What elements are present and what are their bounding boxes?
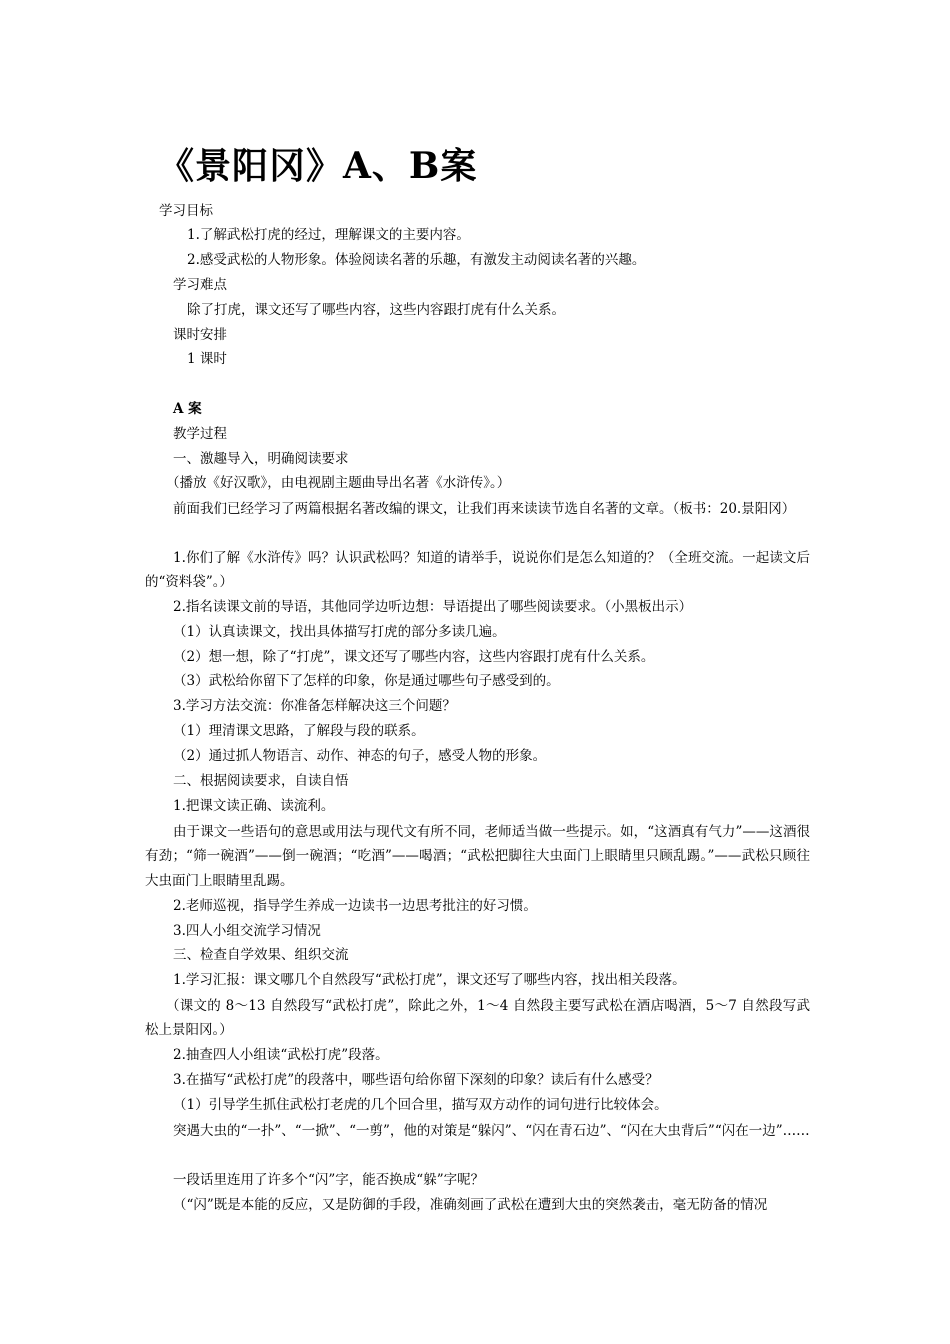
paragraph: 2.抽查四人小组读“武松打虎”段落。	[173, 1047, 389, 1063]
method-item-2: （2）通过抓人物语言、动作、神态的句子，感受人物的形象。	[173, 748, 547, 764]
paragraph: 前面我们已经学习了两篇根据名著改编的课文，让我们再来读读节选自名著的文章。（板书：20.景阳冈）	[173, 501, 796, 517]
method-item-1: （1）理清课文思路，了解段与段的联系。	[173, 723, 425, 739]
paragraph: 突遇大虫的“一扑”、“一掀”、“一剪”，他的对策是“躲闪”、“闪在青石边”、“闪在大虫背后”“闪在一边”……	[173, 1123, 810, 1139]
requirement-item-1: （1）认真读课文，找出具体描写打虎的部分多读几遍。	[173, 624, 506, 640]
schedule-heading: 课时安排	[173, 327, 227, 343]
process-heading: 教学过程	[173, 426, 227, 442]
paragraph: 3.四人小组交流学习情况	[173, 923, 321, 939]
difficulty-text: 除了打虎，课文还写了哪些内容，这些内容跟打虎有什么关系。	[187, 302, 565, 318]
paragraph: （“闪”既是本能的反应，又是防御的手段，准确刻画了武松在遭到大虫的突然袭击，毫无防备的情况	[173, 1197, 768, 1213]
plan-a-heading: A 案	[173, 401, 202, 417]
requirement-item-3: （3）武松给你留下了怎样的印象，你是通过哪些句子感受到的。	[173, 673, 560, 689]
paragraph: 2.指名读课文前的导语，其他同学边听边想：导语提出了哪些阅读要求。（小黑板出示）	[173, 599, 693, 615]
paragraph: 1.你们了解《水浒传》吗？认识武松吗？知道的请举手，说说你们是怎么知道的？（全班交流。一起读文后的“资料袋”。）	[145, 550, 810, 591]
paragraph: （1）引导学生抓住武松打老虎的几个回合里，描写双方动作的词句进行比较体会。	[173, 1097, 668, 1113]
paragraph: 1.学习汇报：课文哪几个自然段写“武松打虎”，课文还写了哪些内容，找出相关段落。	[173, 972, 686, 988]
schedule-text: 1 课时	[187, 351, 227, 367]
paragraph: （课文的 8～13 自然段写“武松打虎”，除此之外，1～4 自然段主要写武松在酒店喝酒，5～7 自然段写武松上景阳冈。）	[145, 998, 810, 1039]
objective-item-2: 2.感受武松的人物形象。体验阅读名著的乐趣，有激发主动阅读名著的兴趣。	[187, 252, 646, 268]
paragraph: 1.把课文读正确、读流利。	[173, 798, 335, 814]
paragraph: 3.学习方法交流：你准备怎样解决这三个问题？	[173, 698, 456, 714]
paragraph: 3.在描写“武松打虎”的段落中，哪些语句给你留下深刻的印象？读后有什么感受？	[173, 1072, 659, 1088]
objectives-heading: 学习目标	[159, 203, 213, 219]
requirement-item-2: （2）想一想，除了“打虎”，课文还写了哪些内容，这些内容跟打虎有什么关系。	[173, 649, 655, 665]
paragraph: （播放《好汉歌》，由电视剧主题曲导出名著《水浒传》。）	[166, 475, 511, 491]
section-2-heading: 二、根据阅读要求，自读自悟	[173, 773, 349, 789]
paragraph: 由于课文一些语句的意思或用法与现代文有所不同，老师适当做一些提示。如，“这酒真有气力”——这酒很有劲；“筛一碗酒”——倒一碗酒；“吃酒”——喝酒；“武松把脚往大虫面门上眼睛里只顾乱踢。”——武松只顾往大虫面门上眼睛里乱踢。	[145, 824, 810, 889]
objective-item-1: 1.了解武松打虎的经过，理解课文的主要内容。	[187, 227, 470, 243]
paragraph: 一段话里连用了许多个“闪”字，能否换成“躲”字呢？	[173, 1172, 485, 1188]
document-title: 《景阳冈》A、B案	[158, 145, 478, 187]
section-1-heading: 一、激趣导入，明确阅读要求	[173, 451, 349, 467]
difficulty-heading: 学习难点	[173, 277, 227, 293]
paragraph: 2.老师巡视，指导学生养成一边读书一边思考批注的好习惯。	[173, 898, 537, 914]
section-3-heading: 三、检查自学效果、组织交流	[173, 947, 349, 963]
